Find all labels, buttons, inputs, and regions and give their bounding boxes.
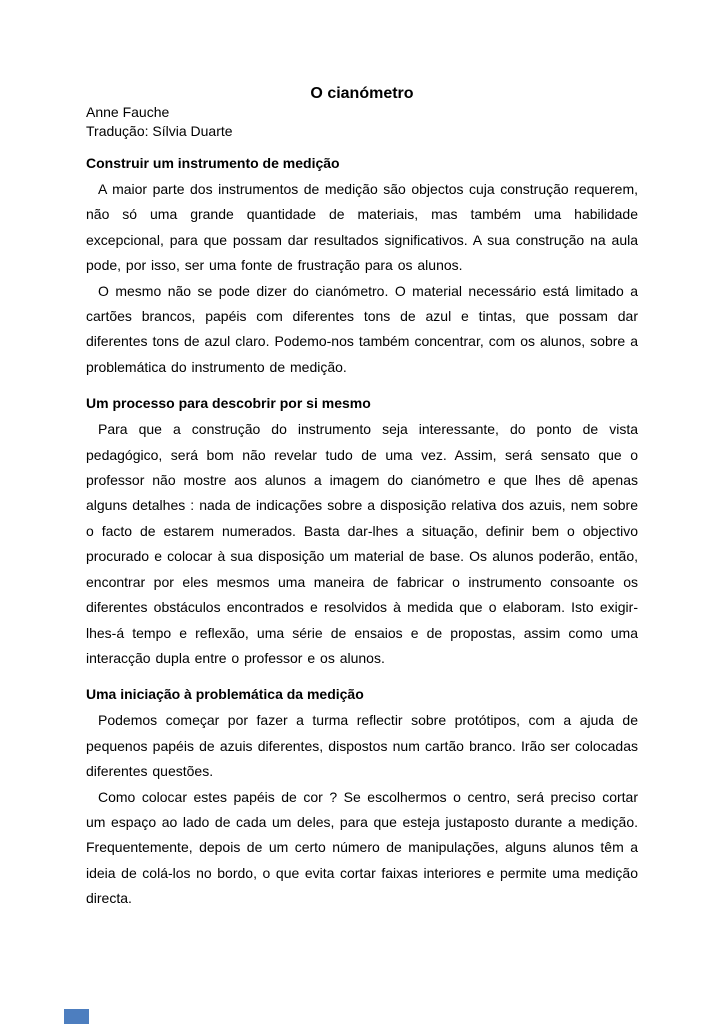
blue-image-fragment	[64, 1009, 89, 1024]
section-heading: Uma iniciação à problemática da medição	[86, 686, 364, 703]
page-title: O cianómetro	[310, 85, 414, 102]
paragraph: O mesmo não se pode dizer do cianómetro. O material necessário está limitado a cartões brancos, papéis com diferentes tons de azul e tintas, que possam dar diferentes tons de azul claro. Podemo-nos também concentrar, com os alunos, sobre a problemática do instrumento de medição.	[86, 282, 638, 375]
paragraph: Para que a construção do instrumento seja interessante, do ponto de vista pedagógico, será bom não revelar tudo de uma vez. Assim, será sensato que o professor não mostre aos alunos a imagem do cianómetro e que lhes dê apenas alguns detalhes : nada de indicações sobre a disposição relativa dos azuis, nem sobre o facto de estarem numerados. Basta dar-lhes a situação, definir bem o objectivo procurado e colocar à sua disposição um material de base. Os alunos poderão, então, encontrar por eles mesmos uma maneira de fabricar o instrumento consoante os diferentes obstáculos encontrados e resolvidos à medida que o elaboram. Isto exigir-lhes-á tempo e reflexão, uma série de ensaios e de propostas, assim como uma interacção dupla entre o professor e os alunos.	[86, 421, 638, 666]
section-heading: Um processo para descobrir por si mesmo	[86, 395, 371, 412]
paragraph: Podemos começar por fazer a turma reflectir sobre protótipos, com a ajuda de pequenos papéis de azuis diferentes, dispostos num cartão branco. Irão ser colocadas diferentes questões.	[86, 712, 638, 780]
paragraph: Como colocar estes papéis de cor ? Se escolhermos o centro, será preciso cortar um espaço ao lado de cada um deles, para que esteja justaposto durante a medição. Frequentemente, depois de um certo número de manipulações, alguns alunos têm a ideia de colá-los no bordo, o que evita cortar faixas interiores e permite uma medição directa.	[86, 788, 638, 907]
translator-line: Tradução: Sílvia Duarte	[86, 122, 233, 139]
section-processo-descobrir	[86, 395, 638, 671]
section-iniciacao-problematica	[86, 686, 638, 911]
section-construir-instrumento	[86, 155, 638, 380]
author-line: Anne Fauche	[86, 104, 170, 120]
section-heading: Construir um instrumento de medição	[86, 155, 340, 171]
paragraph: A maior parte dos instrumentos de medição são objectos cuja construção requerem, não só uma grande quantidade de materiais, mas também uma habilidade excepcional, para que possam dar resultados significativos. A sua construção na aula pode, por isso, ser uma fonte de frustração para os alunos.	[86, 181, 638, 274]
